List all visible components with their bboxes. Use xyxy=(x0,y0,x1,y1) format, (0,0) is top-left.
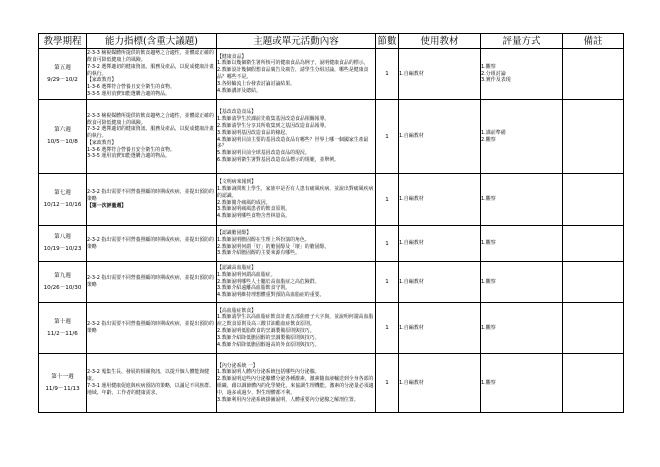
indicators-cell xyxy=(87,174,217,226)
indicator-line: 2-3-2 指出需要不同營養照顧的時期或疾病，並提出預防的策略 xyxy=(87,189,214,203)
week-dates: 10/19－10/23 xyxy=(43,246,82,252)
content-cell xyxy=(217,49,376,100)
assessment-cell xyxy=(481,174,563,226)
content-line: 6.教師說明衛生署對基因改造食品標示的規範，並舉例。 xyxy=(217,156,340,163)
content-line: 2.教師簡介痛風的成因。 xyxy=(217,199,271,206)
material-cell xyxy=(399,303,481,354)
table-row xyxy=(39,226,624,262)
notes-cell xyxy=(563,226,624,262)
table-body xyxy=(39,49,624,413)
periods-cell: 1 xyxy=(376,262,399,303)
periods-cell: 1 xyxy=(376,49,399,100)
content-line: 1.教師說明何謂高血脂症。 xyxy=(217,271,276,278)
notes-cell xyxy=(563,262,624,303)
week-dates: 9/29－10/2 xyxy=(47,76,78,83)
assessment-cell xyxy=(481,49,563,100)
material-cell xyxy=(399,226,481,262)
periods-cell: 1 xyxy=(376,174,399,226)
indicators-cell xyxy=(87,226,217,262)
indicator-line: 7-3-1 運用健康促進與疾病預防的策略，以滿足不同族群、地域、年齡、工作者的健康需求。 xyxy=(87,383,214,396)
content-line: 3.教師利用內分泌系統掛圖說明，人體重要內分泌腺之解剖位置。 xyxy=(217,396,359,403)
material-cell xyxy=(399,49,481,100)
content-line: 2.教師說明這些內分泌腺體分泌各種激素，激素隨血液輸送到全身各部的組織，藉以調節體內的化學變化，來協調生理機能。激素的分泌量必須適中，過多或過少，對生理體都不利。 xyxy=(217,376,374,396)
indicator-line: 2-3-2 指出需要不同營養照顧的時期或疾病，並提出預防的策略 xyxy=(87,275,214,288)
content-line: 4.教師說明哪些食物含普林量高。 xyxy=(217,213,291,220)
content-line: 1.教師說明膽固醇在生理上所扮演的角色。 xyxy=(217,236,310,243)
assessment-line: 1.課前準備 xyxy=(481,129,506,136)
notes-cell xyxy=(563,100,624,174)
content-line: 1.教師以幾個衛生署所核可的健康食品為例子，說明健康食品的標示。 xyxy=(217,60,369,67)
header-material: 使用教材 xyxy=(399,34,481,49)
material-cell xyxy=(399,354,481,413)
assessment-cell xyxy=(481,354,563,413)
periods-cell: 1 xyxy=(376,354,399,413)
teaching-plan-table xyxy=(38,33,624,413)
header-week: 教學期程 xyxy=(39,34,87,49)
content-cell xyxy=(217,226,376,262)
header-content: 主題或單元活動內容 xyxy=(217,34,376,49)
header-periods: 節數 xyxy=(377,35,397,47)
content-line: 4.教師說明目前主要的基因改造食品有哪些？世界上哪一個國家生產最多？ xyxy=(217,136,369,150)
material-line: 1.自編教材 xyxy=(399,324,424,331)
content-line: 3.各組輪流上台發表討論討論結果。 xyxy=(217,80,296,87)
week-name: 第七週 xyxy=(54,190,71,196)
material-line: 1.自編教材 xyxy=(399,70,424,77)
material-line: 1.自編教材 xyxy=(399,133,424,140)
week-cell xyxy=(39,174,87,226)
week-name: 第九週 xyxy=(54,272,71,279)
week-name: 第十一週 xyxy=(51,373,74,380)
content-line: 3.教師介紹降低膽固醇的烹調製備原則與技巧。 xyxy=(217,334,320,341)
assessment-line: 2.分組討論 xyxy=(481,70,506,77)
content-line: 2.教師請學生分享其所收集到之基因改造食品報導。 xyxy=(217,122,330,129)
content-line: 5.教師說明目前全球基因改造食品的現況。 xyxy=(217,150,310,157)
indicator-line: 【家政教育】 xyxy=(87,77,117,84)
assessment-line: 1.觀察 xyxy=(481,196,496,203)
content-line: 1.教師請學生於課前先收集基因改造食品相關報導。 xyxy=(217,116,330,123)
week-name: 第五週 xyxy=(54,64,71,71)
content-line: 【文明病來報到】 xyxy=(217,179,257,186)
content-line: 【認識膽固醇】 xyxy=(217,229,252,236)
indicator-line: 7-3-2 選擇適切的健康資訊、服務及產品，以促成健康計畫的執行。 xyxy=(87,63,214,77)
table-row xyxy=(39,49,624,100)
content-line: 2.教師設計幾個假想食品廣告及廣告，請學生分組討論，哪些是健康食品？哪些不是。 xyxy=(217,67,369,80)
header-indicators: 能力指標(含重大議題) xyxy=(87,34,217,49)
assessment-line: 1.觀察 xyxy=(481,379,496,386)
week-cell xyxy=(39,226,87,262)
assessment-cell xyxy=(481,100,563,174)
assessment-line: 2.觀察 xyxy=(481,136,496,143)
content-line: 2.教師說明哪些人士屬於高血脂症之高危險群。 xyxy=(217,278,320,285)
content-line: 1.教師請學生以高血脂症飲食計畫五部曲冊子大字與，並說明何謂高血脂症之飲食原則及高三酸甘油酯血症飲食原則。 xyxy=(217,314,374,328)
table-row xyxy=(39,174,624,226)
table-row xyxy=(39,303,624,354)
indicator-line: 3-3-5 運用消費知能選購合適的物品。 xyxy=(87,90,170,97)
indicator-line: 3-3-5 運用消費知能選購合適的物品。 xyxy=(87,153,170,160)
content-line: 【認識高血脂症】 xyxy=(217,265,257,271)
week-cell xyxy=(39,262,87,303)
content-cell xyxy=(217,303,376,354)
week-cell xyxy=(39,49,87,100)
indicator-line: 2-3-3 檢視媒體所提供的飲食趨勢之合適性，並體認正確的飲食可降低健康上的風險。 xyxy=(87,112,214,126)
indicator-line: 2-3-2 蒐集生長、發展的相關資訊，以提升個人體能與健康。 xyxy=(87,369,210,383)
material-line: 1.自編教材 xyxy=(399,240,424,247)
periods-cell: 1 xyxy=(376,100,399,174)
assessment-cell xyxy=(481,303,563,354)
assessment-cell xyxy=(481,262,563,303)
header-notes: 備註 xyxy=(563,34,624,49)
content-line: 1.教師詢問班上學生，家族中是否有人患有痛風疾病，並說出對痛風疾病的認識。 xyxy=(217,185,374,199)
content-line: 2.教師說明低脂飲食的烹調製備原則與技巧。 xyxy=(217,328,315,334)
week-dates: 11/9－11/13 xyxy=(45,385,80,392)
content-line: 3.教師說明痛風患者的飲食原則。 xyxy=(217,206,291,213)
material-line: 1.自編教材 xyxy=(399,379,424,386)
header-row xyxy=(39,34,624,49)
content-cell xyxy=(217,354,376,413)
indicators-cell xyxy=(87,49,217,100)
indicator-line: 1-3-6 選擇符合營養且安全衛生的食物。 xyxy=(87,84,175,91)
content-line: 1.教師說明人體內分泌系統包括哪些內分泌腺。 xyxy=(217,369,320,376)
week-cell xyxy=(39,354,87,413)
content-cell xyxy=(217,262,376,303)
indicator-line: 2-3-3 檢視媒體所提供的飲食趨勢之合適性，並體認正確的飲食可降低健康上的風險。 xyxy=(87,50,214,63)
material-line: 1.自編教材 xyxy=(399,196,424,203)
week-name: 第八週 xyxy=(54,234,71,240)
notes-cell xyxy=(563,174,624,226)
periods-cell: 1 xyxy=(376,226,399,262)
notes-cell xyxy=(563,354,624,413)
header-assessment: 評量方式 xyxy=(481,34,563,49)
week-dates: 10/12－10/16 xyxy=(43,202,82,208)
week-dates: 10/26－10/30 xyxy=(43,284,82,291)
indicator-line: 2-3-2 指出需要不同營養照顧的時期或疾病，並提出預防的策略 xyxy=(87,236,214,250)
content-line: 2.教師說明何謂「好」的膽固醇及「壞」的膽固醇。 xyxy=(217,243,330,250)
material-cell xyxy=(399,100,481,174)
material-line: 1.自編教材 xyxy=(399,278,424,285)
content-line: 【基改改造食品】 xyxy=(217,109,257,116)
indicator-line: 1-3-6 選擇符合營養且安全衛生的食物。 xyxy=(87,146,175,153)
table-row xyxy=(39,354,624,413)
indicator-line: 【第一次評量週】 xyxy=(87,202,127,209)
material-cell xyxy=(399,174,481,226)
indicators-cell xyxy=(87,100,217,174)
content-line: 4.教師說明維持理想體重對預防高血脂症的重要。 xyxy=(217,292,325,299)
assessment-line: 3.實作及表現 xyxy=(481,77,511,84)
indicators-cell xyxy=(87,354,217,413)
content-line: 4.教師講評及總結。 xyxy=(217,87,261,94)
content-line: 4.教師介紹降低膽固醇過高的外食原則與技巧。 xyxy=(217,341,320,348)
content-line: 3.教師介紹膽固醇的主要來源有哪些。 xyxy=(217,250,300,257)
notes-cell xyxy=(563,49,624,100)
content-line: 3.教師介紹遠離高血脂飲食守則。 xyxy=(217,285,291,292)
table-row xyxy=(39,262,624,303)
content-line: 【健康食品】 xyxy=(217,53,247,60)
week-dates: 10/5－10/8 xyxy=(47,139,78,145)
indicators-cell xyxy=(87,262,217,303)
material-cell xyxy=(399,262,481,303)
week-dates: 11/2－11/6 xyxy=(47,330,78,337)
periods-cell: 1 xyxy=(376,303,399,354)
notes-cell xyxy=(563,303,624,354)
assessment-line: 1.觀察 xyxy=(481,240,496,247)
week-cell xyxy=(39,100,87,174)
content-line: 3.教師說明基因改造食品的緣起。 xyxy=(217,129,291,136)
table-row xyxy=(39,100,624,174)
week-name: 第六週 xyxy=(54,127,71,133)
assessment-line: 1.觀察 xyxy=(481,324,496,331)
week-name: 第十週 xyxy=(54,318,71,325)
content-cell xyxy=(217,174,376,226)
content-line: 【高血脂症飲食】 xyxy=(217,307,257,314)
indicator-line: 7-3-2 選擇適切的健康資訊、服務及產品，以促成健康計畫的執行。 xyxy=(87,126,214,140)
indicator-line: 2-3-2 指出需要不同營養照顧的時期或疾病，並提出預防的策略 xyxy=(87,321,214,334)
content-cell xyxy=(217,100,376,174)
assessment-line: 1.觀察 xyxy=(481,63,496,70)
indicator-line: 【家政教育】 xyxy=(87,139,117,146)
assessment-line: 1.觀察 xyxy=(481,278,496,285)
week-cell xyxy=(39,303,87,354)
indicators-cell xyxy=(87,303,217,354)
assessment-cell xyxy=(481,226,563,262)
content-line: 【內分泌系統 一】 xyxy=(217,362,258,369)
